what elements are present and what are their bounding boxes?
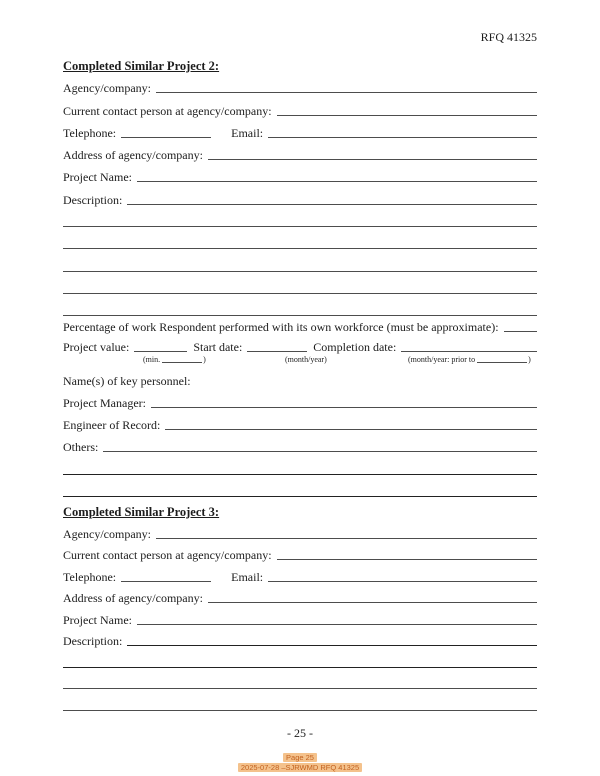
agency-company-row-p2: [63, 74, 537, 96]
prior-to-note-prefix: (month/year: prior to: [408, 355, 476, 365]
stamp-page-label: Page 25: [283, 753, 317, 762]
project-value-row-p2: [63, 337, 537, 355]
min-note: [143, 355, 206, 364]
min-note-blank[interactable]: [162, 362, 202, 363]
others-row-p2: [63, 433, 537, 455]
project-manager-label: Project Manager:: [63, 395, 146, 410]
address-blank-p3[interactable]: [208, 602, 537, 603]
project-name-blank-p3[interactable]: [137, 624, 537, 625]
description-label: Description:: [63, 634, 123, 649]
description-extra-line-p2: [63, 208, 537, 230]
description-extra-line-p2: [63, 252, 537, 274]
email-label: Email:: [231, 569, 264, 584]
description-extra-line-p3: [63, 649, 537, 671]
agency-company-label: Agency/company:: [63, 81, 151, 96]
telephone-email-row-p2: [63, 119, 537, 141]
percentage-blank-p2[interactable]: [504, 331, 537, 332]
others-label: Others:: [63, 440, 99, 455]
project-name-blank-p2[interactable]: [137, 181, 537, 182]
prior-to-note-blank[interactable]: [477, 362, 527, 363]
section-title-project-3: Completed Similar Project 3:: [63, 505, 220, 520]
description-extra-blank-p3[interactable]: [63, 688, 537, 689]
start-date-label: Start date:: [193, 340, 243, 355]
section-title-project-2: Completed Similar Project 2:: [63, 59, 220, 73]
prior-to-note: [408, 355, 531, 364]
project-manager-blank-p2[interactable]: [151, 407, 537, 408]
project-name-row-p3: [63, 606, 537, 628]
contact-person-label: Current contact person at agency/company:: [63, 548, 272, 563]
project-name-label: Project Name:: [63, 612, 132, 627]
footer-stamp: [0, 752, 600, 772]
agency-company-label: Agency/company:: [63, 526, 151, 541]
others-extra-line-p2: [63, 478, 537, 500]
description-extra-line-p2: [63, 230, 537, 252]
description-extra-blank-p2[interactable]: [63, 226, 537, 227]
project-name-row-p2: [63, 163, 537, 185]
email-label: Email:: [231, 125, 264, 140]
page-number: - 25 -: [287, 726, 313, 740]
project-manager-row-p2: [63, 389, 537, 411]
others-extra-blank-p2[interactable]: [63, 474, 537, 475]
engineer-of-record-label: Engineer of Record:: [63, 418, 161, 433]
contact-person-blank-p3[interactable]: [277, 559, 537, 560]
contact-person-row-p2: [63, 96, 537, 118]
completion-date-blank-p2[interactable]: [401, 351, 537, 352]
others-extra-blank-p2[interactable]: [63, 496, 537, 497]
project-value-blank-p2[interactable]: [134, 351, 187, 352]
value-row-sublabels: [63, 355, 537, 366]
start-date-blank-p2[interactable]: [247, 351, 307, 352]
address-row-p3: [63, 585, 537, 607]
min-note-suffix: ): [203, 355, 206, 365]
telephone-email-row-p3: [63, 563, 537, 585]
project-value-label: Project value:: [63, 340, 130, 355]
address-label: Address of agency/company:: [63, 148, 203, 163]
rfq-reference-number: RFQ 41325: [480, 30, 537, 44]
description-extra-line-p3: [63, 692, 537, 714]
description-row-p2: [63, 185, 537, 207]
prior-to-note-suffix: ): [528, 355, 531, 365]
agency-company-row-p3: [63, 520, 537, 542]
month-year-note: (month/year): [285, 355, 327, 365]
others-extra-line-p2: [63, 455, 537, 477]
telephone-blank-p2[interactable]: [121, 137, 211, 138]
telephone-blank-p3[interactable]: [121, 581, 211, 582]
min-note-prefix: (min.: [143, 355, 161, 365]
section-completed-project-2: [63, 58, 537, 500]
others-blank-p2[interactable]: [103, 451, 537, 452]
description-label: Description:: [63, 192, 123, 207]
key-personnel-label: Name(s) of key personnel:: [63, 373, 191, 388]
contact-person-label: Current contact person at agency/company:: [63, 103, 272, 118]
description-extra-blank-p2[interactable]: [63, 315, 537, 316]
telephone-label: Telephone:: [63, 125, 117, 140]
agency-company-blank-p3[interactable]: [156, 538, 537, 539]
address-label: Address of agency/company:: [63, 591, 203, 606]
address-row-p2: [63, 141, 537, 163]
description-extra-blank-p2[interactable]: [63, 248, 537, 249]
description-extra-line-p2: [63, 275, 537, 297]
description-row-p3: [63, 628, 537, 650]
description-extra-blank-p2[interactable]: [63, 271, 537, 272]
description-blank-p2[interactable]: [127, 204, 537, 205]
description-extra-line-p2: [63, 297, 537, 319]
engineer-of-record-row-p2: [63, 411, 537, 433]
completion-date-label: Completion date:: [313, 340, 397, 355]
description-extra-blank-p3[interactable]: [63, 667, 537, 668]
contact-person-blank-p2[interactable]: [277, 115, 537, 116]
contact-person-row-p3: [63, 542, 537, 564]
description-blank-p3[interactable]: [127, 645, 537, 646]
agency-company-blank-p2[interactable]: [156, 92, 537, 93]
percentage-label: Percentage of work Respondent performed with its own workforce (must be approximate):: [63, 320, 499, 335]
email-blank-p3[interactable]: [268, 581, 537, 582]
engineer-of-record-blank-p2[interactable]: [165, 429, 537, 430]
email-blank-p2[interactable]: [268, 137, 537, 138]
section-completed-project-3: [63, 504, 537, 714]
stamp-date-ref: 2025-07-28 –SJRWMD RFQ 41325: [238, 763, 362, 772]
description-extra-line-p3: [63, 671, 537, 693]
description-extra-blank-p3[interactable]: [63, 710, 537, 711]
project-name-label: Project Name:: [63, 170, 132, 185]
description-extra-blank-p2[interactable]: [63, 293, 537, 294]
key-personnel-row-p2: [63, 366, 537, 388]
percentage-row-p2: [63, 315, 537, 335]
telephone-label: Telephone:: [63, 569, 117, 584]
address-blank-p2[interactable]: [208, 159, 537, 160]
